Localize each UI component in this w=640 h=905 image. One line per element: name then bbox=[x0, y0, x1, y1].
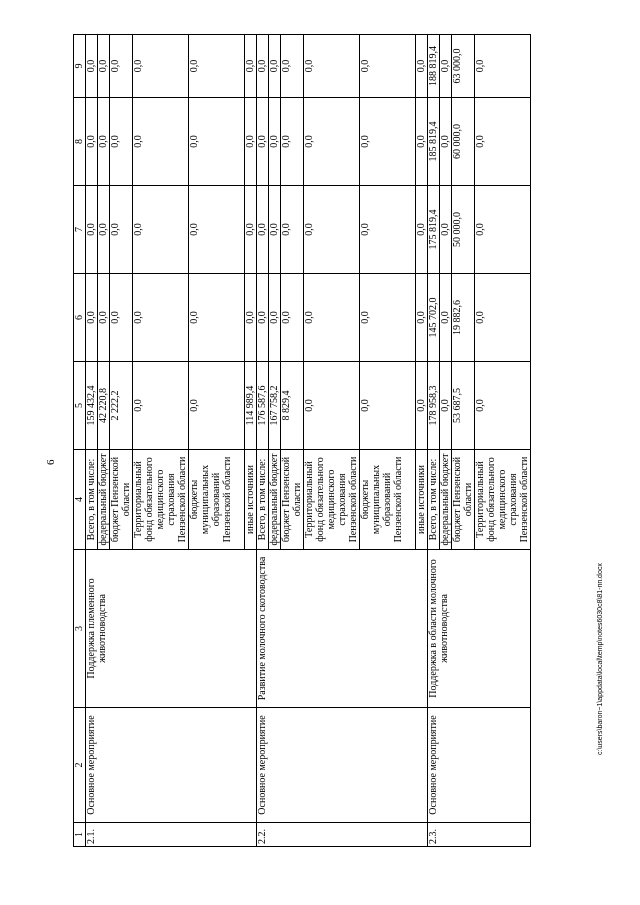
value-cell: 0,0 bbox=[189, 98, 245, 186]
value-cell: 60 000,0 bbox=[452, 98, 475, 186]
value-cell: 0,0 bbox=[98, 35, 110, 98]
header-cell: 3 bbox=[74, 550, 86, 708]
value-cell: 0,0 bbox=[360, 362, 416, 450]
value-cell: 0,0 bbox=[245, 274, 257, 362]
value-cell: 0,0 bbox=[440, 362, 452, 450]
value-cell: 0,0 bbox=[133, 186, 189, 274]
value-cell: 50 000,0 bbox=[452, 186, 475, 274]
value-cell: 0,0 bbox=[189, 35, 245, 98]
funding-source: Территориальный фонд обязательного медицинского страхования Пензенской области bbox=[133, 450, 189, 550]
value-cell: 0,0 bbox=[281, 35, 304, 98]
value-cell: 0,0 bbox=[189, 362, 245, 450]
table-row bbox=[86, 35, 98, 847]
funding-source: Всего, в том числе: bbox=[86, 450, 98, 550]
funding-source: бюджеты муниципальных образований Пензенской области bbox=[360, 450, 416, 550]
value-cell: 0,0 bbox=[189, 186, 245, 274]
header-cell: 2 bbox=[74, 708, 86, 823]
header-cell: 1 bbox=[74, 823, 86, 847]
funding-source: федеральный бюджет bbox=[98, 450, 110, 550]
value-cell: 0,0 bbox=[304, 98, 360, 186]
event-type: Основное мероприятие bbox=[257, 708, 428, 823]
value-cell: 185 819,4 bbox=[428, 98, 440, 186]
value-cell: 53 687,5 bbox=[452, 362, 475, 450]
value-cell: 0,0 bbox=[416, 98, 428, 186]
value-cell: 0,0 bbox=[133, 35, 189, 98]
value-cell: 0,0 bbox=[245, 98, 257, 186]
value-cell: 0,0 bbox=[110, 274, 133, 362]
funding-source: Территориальный фонд обязательного медицинского страхования Пензенской области bbox=[475, 450, 531, 550]
header-row bbox=[74, 35, 86, 847]
funding-source: Всего, в том числе: bbox=[428, 450, 440, 550]
value-cell: 0,0 bbox=[133, 274, 189, 362]
value-cell: 159 432,4 bbox=[86, 362, 98, 450]
value-cell: 63 000,0 bbox=[452, 35, 475, 98]
value-cell: 0,0 bbox=[269, 98, 281, 186]
value-cell: 0,0 bbox=[257, 98, 269, 186]
value-cell: 0,0 bbox=[440, 98, 452, 186]
value-cell: 0,0 bbox=[440, 35, 452, 98]
event-name: Поддержка племенного животноводства bbox=[86, 550, 257, 708]
value-cell: 0,0 bbox=[110, 98, 133, 186]
row-number: 2.3. bbox=[428, 823, 531, 847]
value-cell: 0,0 bbox=[98, 98, 110, 186]
funding-source: иные источники bbox=[245, 450, 257, 550]
value-cell: 0,0 bbox=[86, 274, 98, 362]
row-number: 2.1. bbox=[86, 823, 257, 847]
funding-source: федеральный бюджет bbox=[269, 450, 281, 550]
value-cell: 188 819,4 bbox=[428, 35, 440, 98]
event-type: Основное мероприятие bbox=[86, 708, 257, 823]
funding-source: бюджеты муниципальных образований Пензенской области bbox=[189, 450, 245, 550]
value-cell: 0,0 bbox=[86, 35, 98, 98]
value-cell: 114 989,4 bbox=[245, 362, 257, 450]
value-cell: 0,0 bbox=[304, 35, 360, 98]
header-cell: 8 bbox=[74, 98, 86, 186]
value-cell: 0,0 bbox=[98, 274, 110, 362]
value-cell: 42 220,8 bbox=[98, 362, 110, 450]
value-cell: 0,0 bbox=[133, 362, 189, 450]
value-cell: 145 702,0 bbox=[428, 274, 440, 362]
value-cell: 0,0 bbox=[304, 362, 360, 450]
value-cell: 0,0 bbox=[304, 186, 360, 274]
value-cell: 0,0 bbox=[110, 186, 133, 274]
value-cell: 0,0 bbox=[269, 274, 281, 362]
value-cell: 178 958,3 bbox=[428, 362, 440, 450]
event-name: Развитие молочного скотоводства bbox=[257, 550, 428, 708]
value-cell: 0,0 bbox=[86, 186, 98, 274]
value-cell: 0,0 bbox=[416, 35, 428, 98]
table-row bbox=[257, 35, 269, 847]
value-cell: 0,0 bbox=[86, 98, 98, 186]
value-cell: 0,0 bbox=[110, 35, 133, 98]
value-cell: 0,0 bbox=[475, 35, 531, 98]
value-cell: 0,0 bbox=[257, 186, 269, 274]
header-cell: 6 bbox=[74, 274, 86, 362]
value-cell: 0,0 bbox=[257, 274, 269, 362]
value-cell: 0,0 bbox=[360, 98, 416, 186]
value-cell: 0,0 bbox=[440, 274, 452, 362]
header-cell: 5 bbox=[74, 362, 86, 450]
value-cell: 0,0 bbox=[189, 274, 245, 362]
value-cell: 0,0 bbox=[416, 362, 428, 450]
value-cell: 19 882,6 bbox=[452, 274, 475, 362]
value-cell: 0,0 bbox=[475, 274, 531, 362]
value-cell: 0,0 bbox=[475, 186, 531, 274]
funding-source: федеральный бюджет bbox=[440, 450, 452, 550]
funding-source: Всего, в том числе: bbox=[257, 450, 269, 550]
value-cell: 0,0 bbox=[281, 98, 304, 186]
value-cell: 0,0 bbox=[281, 274, 304, 362]
funding-source: бюджет Пензенской области bbox=[452, 450, 475, 550]
header-cell: 4 bbox=[74, 450, 86, 550]
event-name: Поддержка в области молочного животноводства bbox=[428, 550, 531, 708]
value-cell: 0,0 bbox=[269, 186, 281, 274]
value-cell: 0,0 bbox=[304, 274, 360, 362]
value-cell: 8 829,4 bbox=[281, 362, 304, 450]
value-cell: 0,0 bbox=[245, 35, 257, 98]
value-cell: 167 758,2 bbox=[269, 362, 281, 450]
table-row bbox=[428, 35, 440, 847]
event-type: Основное мероприятие bbox=[428, 708, 531, 823]
budget-table bbox=[73, 34, 531, 847]
header-cell: 7 bbox=[74, 186, 86, 274]
file-path-footer: c:\users\baron~1\appdata\local\temp\notes6030c8\81-пп.docx bbox=[597, 563, 604, 755]
row-number: 2.2. bbox=[257, 823, 428, 847]
value-cell: 176 587,6 bbox=[257, 362, 269, 450]
funding-source: иные источники bbox=[416, 450, 428, 550]
funding-source: Территориальный фонд обязательного медицинского страхования Пензенской области bbox=[304, 450, 360, 550]
funding-source: бюджет Пензенской области bbox=[281, 450, 304, 550]
value-cell: 0,0 bbox=[416, 274, 428, 362]
value-cell: 0,0 bbox=[360, 274, 416, 362]
value-cell: 0,0 bbox=[257, 35, 269, 98]
value-cell: 0,0 bbox=[360, 186, 416, 274]
value-cell: 0,0 bbox=[133, 98, 189, 186]
value-cell: 0,0 bbox=[475, 98, 531, 186]
page-number: 6 bbox=[45, 459, 57, 465]
value-cell: 0,0 bbox=[440, 186, 452, 274]
value-cell: 0,0 bbox=[416, 186, 428, 274]
value-cell: 0,0 bbox=[281, 186, 304, 274]
value-cell: 0,0 bbox=[269, 35, 281, 98]
value-cell: 175 819,4 bbox=[428, 186, 440, 274]
value-cell: 0,0 bbox=[475, 362, 531, 450]
value-cell: 0,0 bbox=[245, 186, 257, 274]
value-cell: 0,0 bbox=[98, 186, 110, 274]
value-cell: 0,0 bbox=[360, 35, 416, 98]
value-cell: 2 222,2 bbox=[110, 362, 133, 450]
header-cell: 9 bbox=[74, 35, 86, 98]
funding-source: бюджет Пензенской области bbox=[110, 450, 133, 550]
